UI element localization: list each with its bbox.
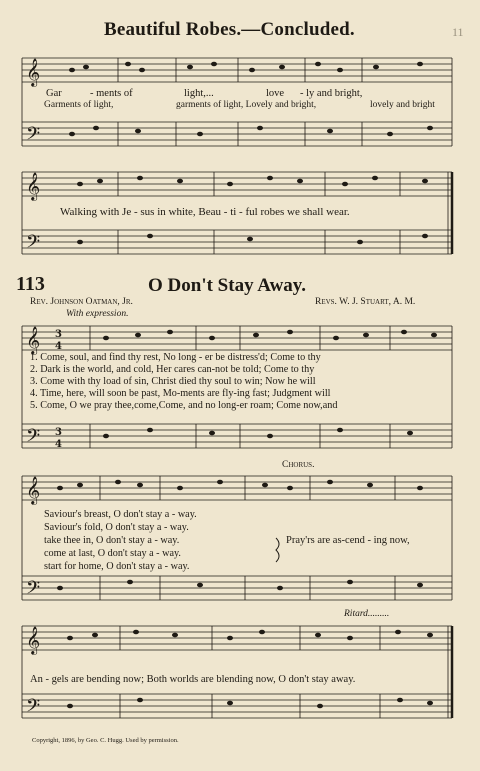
refrain-line-4: come at last, O don't stay a - way. <box>44 548 181 559</box>
svg-text:𝄢: 𝄢 <box>26 578 41 603</box>
page-number: 11 <box>452 25 464 39</box>
verse-1: 1. Come, soul, and find thy rest, No long - er be distress'd; Come to thy <box>30 352 321 363</box>
lyric-line-2: Walking with Je - sus in white, Beau - ti - ful robes we shall wear. <box>60 206 350 218</box>
svg-text:𝄢: 𝄢 <box>26 696 41 721</box>
expression-mark: With expression. <box>66 309 129 319</box>
chorus-line: Pray'rs are as-cend - ing now, <box>286 535 410 546</box>
svg-text:𝄞: 𝄞 <box>26 172 41 200</box>
lyric-top-5: - ly and bright, <box>300 88 363 99</box>
author-credit: Rev. Johnson Oatman, Jr. <box>30 297 133 307</box>
hymn-title: O Don't Stay Away. <box>148 275 307 296</box>
verse-5: 5. Come, O we pray thee,come,Come, and no long-er roam; Come now,and <box>30 400 338 411</box>
svg-text:𝄢: 𝄢 <box>26 124 41 149</box>
hymn-number: 113 <box>16 273 45 295</box>
refrain-line-5: start for home, O don't stay a - way. <box>44 561 190 572</box>
staff-system-2 <box>0 168 480 268</box>
lyric-top-2: - ments of <box>90 88 133 99</box>
svg-text:𝄞: 𝄞 <box>26 326 41 354</box>
lyric-sub-3: lovely and bright <box>370 100 435 110</box>
ritard-mark: Ritard......... <box>344 609 390 619</box>
lyric-sub-1: Garments of light, <box>44 100 114 110</box>
svg-text:4: 4 <box>55 439 62 450</box>
verse-2: 2. Dark is the world, and cold, Her cares can-not be told; Come to thy <box>30 364 315 375</box>
composer-credit: Revs. W. J. Stuart, A. M. <box>315 297 416 307</box>
lyric-sub-2: garments of light, Lovely and bright, <box>176 100 317 110</box>
section-title: Beautiful Robes.—Concluded. <box>104 19 355 40</box>
verse-3: 3. Come with thy load of sin, Christ died thy soul to win; Now he will <box>30 376 316 387</box>
copyright-line: Copyright, 1896, by Geo. C. Hugg. Used by permission. <box>32 737 179 744</box>
svg-text:4: 4 <box>55 341 62 352</box>
svg-text:𝄞: 𝄞 <box>26 476 41 504</box>
svg-text:3: 3 <box>55 329 62 340</box>
lyric-top-3: light,... <box>184 88 214 99</box>
refrain-line-2: Saviour's fold, O don't stay a - way. <box>44 522 189 533</box>
refrain-line-3: take thee in, O don't stay a - way. <box>44 535 180 546</box>
svg-text:𝄢: 𝄢 <box>26 232 41 257</box>
svg-text:𝄞: 𝄞 <box>26 626 41 654</box>
svg-text:𝄢: 𝄢 <box>26 426 41 451</box>
svg-text:𝄞: 𝄞 <box>26 58 41 86</box>
final-lyric-line: An - gels are bending now; Both worlds are blending now, O don't stay away. <box>30 674 356 685</box>
refrain-line-1: Saviour's breast, O don't stay a - way. <box>44 509 197 520</box>
verse-4: 4. Time, here, will soon be past, Mo-ments are fly-ing fast; Judgment will <box>30 388 331 399</box>
lyric-top-4: love <box>266 88 285 99</box>
chorus-label: Chorus. <box>282 460 315 470</box>
lyric-top-1: Gar <box>46 88 62 99</box>
svg-text:3: 3 <box>55 427 62 438</box>
